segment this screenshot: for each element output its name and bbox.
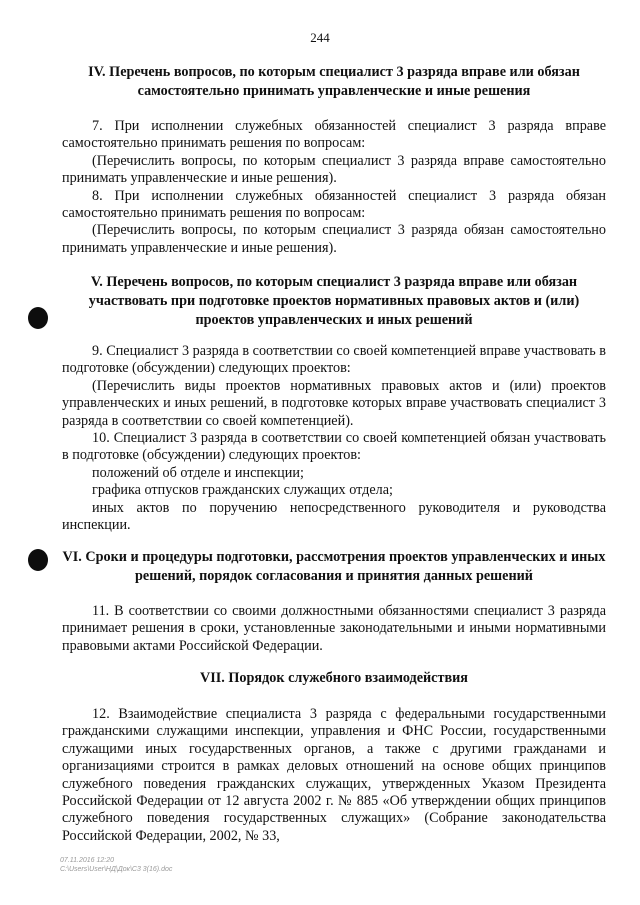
- paragraph-8: 8. При исполнении служебных обязанностей специалист 3 разряда обязан самостоятельно принимать решения по вопросам:: [62, 187, 606, 222]
- paragraph-9: 9. Специалист 3 разряда в соответствии со своей компетенцией вправе участвовать в подготовке (обсуждении) следующих проектов:: [62, 343, 606, 377]
- paragraph-7-note: (Перечислить вопросы, по которым специалист 3 разряда вправе самостоятельно принимать управленческие и иные решения).: [62, 152, 606, 187]
- section-4-body: [62, 118, 606, 257]
- section-5-body: [62, 343, 606, 534]
- paragraph-12: 12. Взаимодействие специалиста 3 разряда с федеральными государственными гражданскими служащими инспекции, управления и ФНС России, государственными служащими иных государственных органов, а также с другими гражданами и организациями строится в рамках деловых отношений на основе общих принципов служебного поведения гражданских служащих, утвержденных Указом Президента Российской Федерации от 12 августа 2002 г. № 885 «Об утверждении общих принципов служебного поведения государственных служащих» (Собрание законодательства Российской Федерации, 2002, № 33,: [62, 706, 606, 844]
- punch-hole: [28, 549, 48, 571]
- section-4-title: IV. Перечень вопросов, по которым специалист 3 разряда вправе или обязан самостоятельно принимать управленческие и иные решения: [88, 64, 580, 99]
- footer-stamp: [60, 856, 172, 874]
- paragraph-7: 7. При исполнении служебных обязанностей специалист 3 разряда вправе самостоятельно принимать решения по вопросам:: [62, 118, 606, 152]
- section-6-title: VI. Сроки и процедуры подготовки, рассмотрения проектов управленческих и иных решений, порядок согласования и принятия данных решений: [62, 549, 606, 584]
- paragraph-8-note: (Перечислить вопросы, по которым специалист 3 разряда обязан самостоятельно принимать управленческие и иные решения).: [62, 222, 606, 256]
- paragraph-10: 10. Специалист 3 разряда в соответствии со своей компетенцией обязан участвовать в подготовке (обсуждении) следующих проектов:: [62, 430, 606, 464]
- list-item: положений об отделе и инспекции;: [92, 464, 304, 481]
- paragraph-11: 11. В соответствии со своими должностными обязанностями специалист 3 разряда принимает решения в сроки, установленные законодательными и иными нормативными правовыми актами Российской Федерации.: [62, 603, 606, 654]
- list-item: иных актов по поручению непосредственного руководителя и руководства инспекции.: [62, 499, 606, 534]
- section-7-body: [62, 706, 606, 845]
- footer-stamp-date: 07.11.2016 12:20: [60, 857, 114, 864]
- section-7-title: VII. Порядок служебного взаимодействия: [200, 670, 468, 686]
- page-number: 244: [310, 30, 330, 45]
- section-5-title: V. Перечень вопросов, по которым специалист 3 разряда вправе или обязан участвовать при подготовке проектов нормативных правовых актов и (или) проектов управленческих и иных решений: [88, 274, 580, 328]
- list-item: графика отпусков гражданских служащих отдела;: [92, 482, 393, 499]
- footer-stamp-path: C:\Users\User\НД\Док\С3 3(16).doc: [60, 866, 173, 873]
- section-6-body: [62, 603, 606, 655]
- paragraph-9-note: (Перечислить виды проектов нормативных правовых актов и (или) проектов управленческих и иных решений, в подготовке которых вправе участвовать специалист 3 разряда в соответствии со своей компетенцией).: [62, 377, 606, 429]
- punch-hole: [28, 307, 48, 329]
